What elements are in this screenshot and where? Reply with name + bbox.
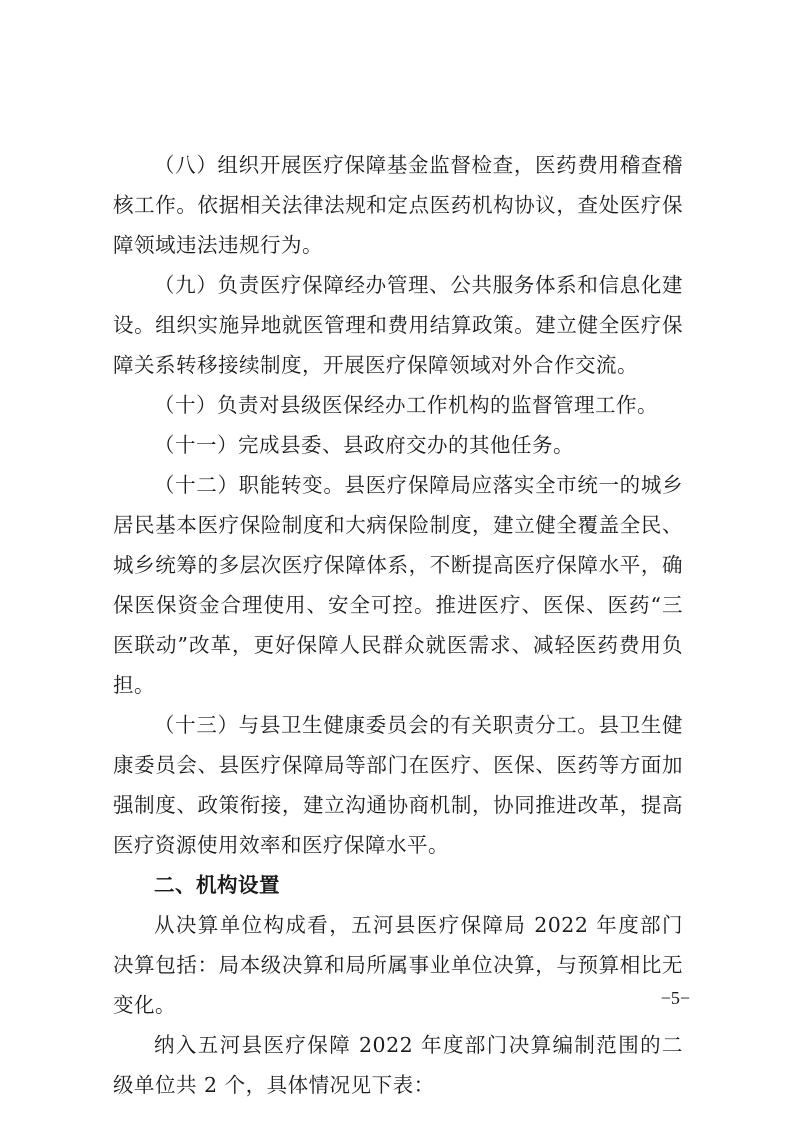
paragraph-secondary-units: 纳入五河县医疗保障 2022 年度部门决算编制范围的二级单位共 2 个，具体情况见下表：	[113, 1033, 683, 1097]
paragraph-item-11: （十一）完成县委、县政府交办的其他任务。	[154, 433, 574, 457]
paragraph-item-12: （十二）职能转变。县医疗保障局应落实全市统一的城乡居民基本医疗保险制度和大病保险制度，建立健全覆盖全民、城乡统筹的多层次医疗保障体系，不断提高医疗保障水平，确保医保资金合理使用、安全可控。推进医疗、医保、医药“三医联动”改革，更好保障人民群众就医需求、减轻医药费用负担。	[113, 473, 683, 697]
page-number: −5−	[660, 988, 690, 1008]
section-heading-institutional-setup: 二、机构设置	[154, 873, 280, 897]
paragraph-item-9: （九）负责医疗保障经办管理、公共服务体系和信息化建设。组织实施异地就医管理和费用结算政策。建立健全医疗保障关系转移接续制度，开展医疗保障领域对外合作交流。	[113, 273, 683, 377]
paragraph-item-13: （十三）与县卫生健康委员会的有关职责分工。县卫生健康委员会、县医疗保障局等部门在医疗、医保、医药等方面加强制度、政策衔接，建立沟通协商机制，协同推进改革，提高医疗资源使用效率和医疗保障水平。	[113, 713, 683, 857]
paragraph-budget-composition: 从决算单位构成看，五河县医疗保障局 2022 年度部门决算包括：局本级决算和局所属事业单位决算，与预算相比无变化。	[113, 913, 683, 1017]
paragraph-item-8: （八）组织开展医疗保障基金监督检查，医药费用稽查稽核工作。依据相关法律法规和定点医药机构协议，查处医疗保障领域违法违规行为。	[113, 153, 683, 257]
paragraph-item-10: （十）负责对县级医保经办工作机构的监督管理工作。	[154, 393, 658, 417]
document-body	[113, 145, 683, 1105]
